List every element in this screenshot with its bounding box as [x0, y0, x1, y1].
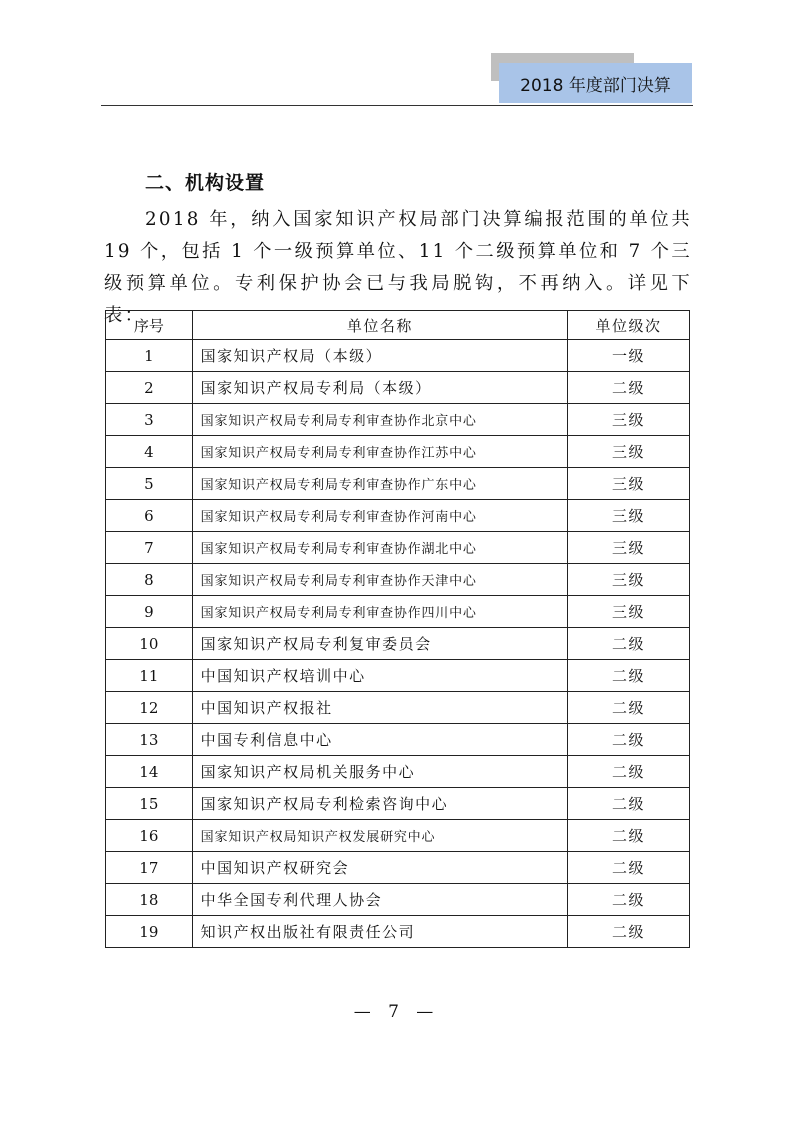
- cell-no: 5: [106, 468, 193, 500]
- cell-name: 国家知识产权局（本级）: [192, 340, 567, 372]
- cell-name: 国家知识产权局专利局专利审查协作广东中心: [192, 468, 567, 500]
- cell-no: 12: [106, 692, 193, 724]
- cell-name: 国家知识产权局专利复审委员会: [192, 628, 567, 660]
- section-title: 二、机构设置: [145, 172, 266, 194]
- cell-name: 中国知识产权报社: [192, 692, 567, 724]
- table-row: [106, 372, 690, 404]
- cell-level: 二级: [568, 692, 690, 724]
- cell-no: 14: [106, 756, 193, 788]
- cell-level: 二级: [568, 916, 690, 948]
- header-name: 单位名称: [192, 311, 567, 340]
- table-row: [106, 500, 690, 532]
- table-row: [106, 692, 690, 724]
- cell-name: 中国知识产权培训中心: [192, 660, 567, 692]
- cell-no: 17: [106, 852, 193, 884]
- cell-name: 中国专利信息中心: [192, 724, 567, 756]
- cell-level: 二级: [568, 660, 690, 692]
- cell-no: 1: [106, 340, 193, 372]
- cell-level: 二级: [568, 756, 690, 788]
- table-row: [106, 596, 690, 628]
- cell-name: 国家知识产权局机关服务中心: [192, 756, 567, 788]
- units-table: [105, 310, 690, 948]
- cell-no: 10: [106, 628, 193, 660]
- header-level: 单位级次: [568, 311, 690, 340]
- cell-level: 二级: [568, 852, 690, 884]
- table-row: [106, 660, 690, 692]
- table-row: [106, 564, 690, 596]
- table-header-row: [106, 311, 690, 340]
- cell-level: 二级: [568, 628, 690, 660]
- table-row: [106, 436, 690, 468]
- cell-no: 3: [106, 404, 193, 436]
- table-row: [106, 404, 690, 436]
- table-row: [106, 820, 690, 852]
- cell-no: 6: [106, 500, 193, 532]
- cell-name: 国家知识产权局专利局专利审查协作天津中心: [192, 564, 567, 596]
- cell-name: 国家知识产权局专利局专利审查协作湖北中心: [192, 532, 567, 564]
- table-row: [106, 852, 690, 884]
- table-row: [106, 628, 690, 660]
- cell-name: 中华全国专利代理人协会: [192, 884, 567, 916]
- cell-level: 三级: [568, 500, 690, 532]
- cell-no: 16: [106, 820, 193, 852]
- table-row: [106, 340, 690, 372]
- table-row: [106, 884, 690, 916]
- cell-no: 8: [106, 564, 193, 596]
- cell-name: 国家知识产权局专利局专利审查协作河南中心: [192, 500, 567, 532]
- cell-level: 一级: [568, 340, 690, 372]
- header-title: 2018 年度部门决算: [499, 63, 692, 103]
- table-row: [106, 724, 690, 756]
- cell-no: 13: [106, 724, 193, 756]
- cell-name: 知识产权出版社有限责任公司: [192, 916, 567, 948]
- table-row: [106, 788, 690, 820]
- header-no: 序号: [106, 311, 193, 340]
- cell-no: 4: [106, 436, 193, 468]
- cell-level: 三级: [568, 532, 690, 564]
- cell-name: 国家知识产权局专利局专利审查协作北京中心: [192, 404, 567, 436]
- cell-name: 国家知识产权局专利局专利审查协作四川中心: [192, 596, 567, 628]
- cell-level: 三级: [568, 436, 690, 468]
- units-table-body: [106, 311, 690, 948]
- cell-level: 三级: [568, 596, 690, 628]
- cell-name: 国家知识产权局知识产权发展研究中心: [192, 820, 567, 852]
- cell-no: 18: [106, 884, 193, 916]
- table-row: [106, 916, 690, 948]
- cell-level: 三级: [568, 468, 690, 500]
- table-row: [106, 756, 690, 788]
- cell-level: 二级: [568, 372, 690, 404]
- table-row: [106, 468, 690, 500]
- cell-no: 9: [106, 596, 193, 628]
- cell-level: 二级: [568, 820, 690, 852]
- table-row: [106, 532, 690, 564]
- intro-paragraph: 2018 年，纳入国家知识产权局部门决算编报范围的单位共 19 个，包括 1 个一级预算单位、11 个二级预算单位和 7 个三级预算单位。专利保护协会已与我局脱钩，不再纳入。详见下表：: [104, 209, 692, 326]
- cell-level: 二级: [568, 884, 690, 916]
- cell-name: 国家知识产权局专利局（本级）: [192, 372, 567, 404]
- cell-level: 二级: [568, 724, 690, 756]
- cell-level: 三级: [568, 564, 690, 596]
- cell-no: 7: [106, 532, 193, 564]
- cell-name: 国家知识产权局专利检索咨询中心: [192, 788, 567, 820]
- cell-name: 国家知识产权局专利局专利审查协作江苏中心: [192, 436, 567, 468]
- cell-no: 15: [106, 788, 193, 820]
- cell-name: 中国知识产权研究会: [192, 852, 567, 884]
- page-number: — 7 —: [353, 1002, 440, 1022]
- cell-no: 11: [106, 660, 193, 692]
- cell-no: 19: [106, 916, 193, 948]
- header-rule: [101, 105, 693, 106]
- cell-level: 三级: [568, 404, 690, 436]
- cell-level: 二级: [568, 788, 690, 820]
- cell-no: 2: [106, 372, 193, 404]
